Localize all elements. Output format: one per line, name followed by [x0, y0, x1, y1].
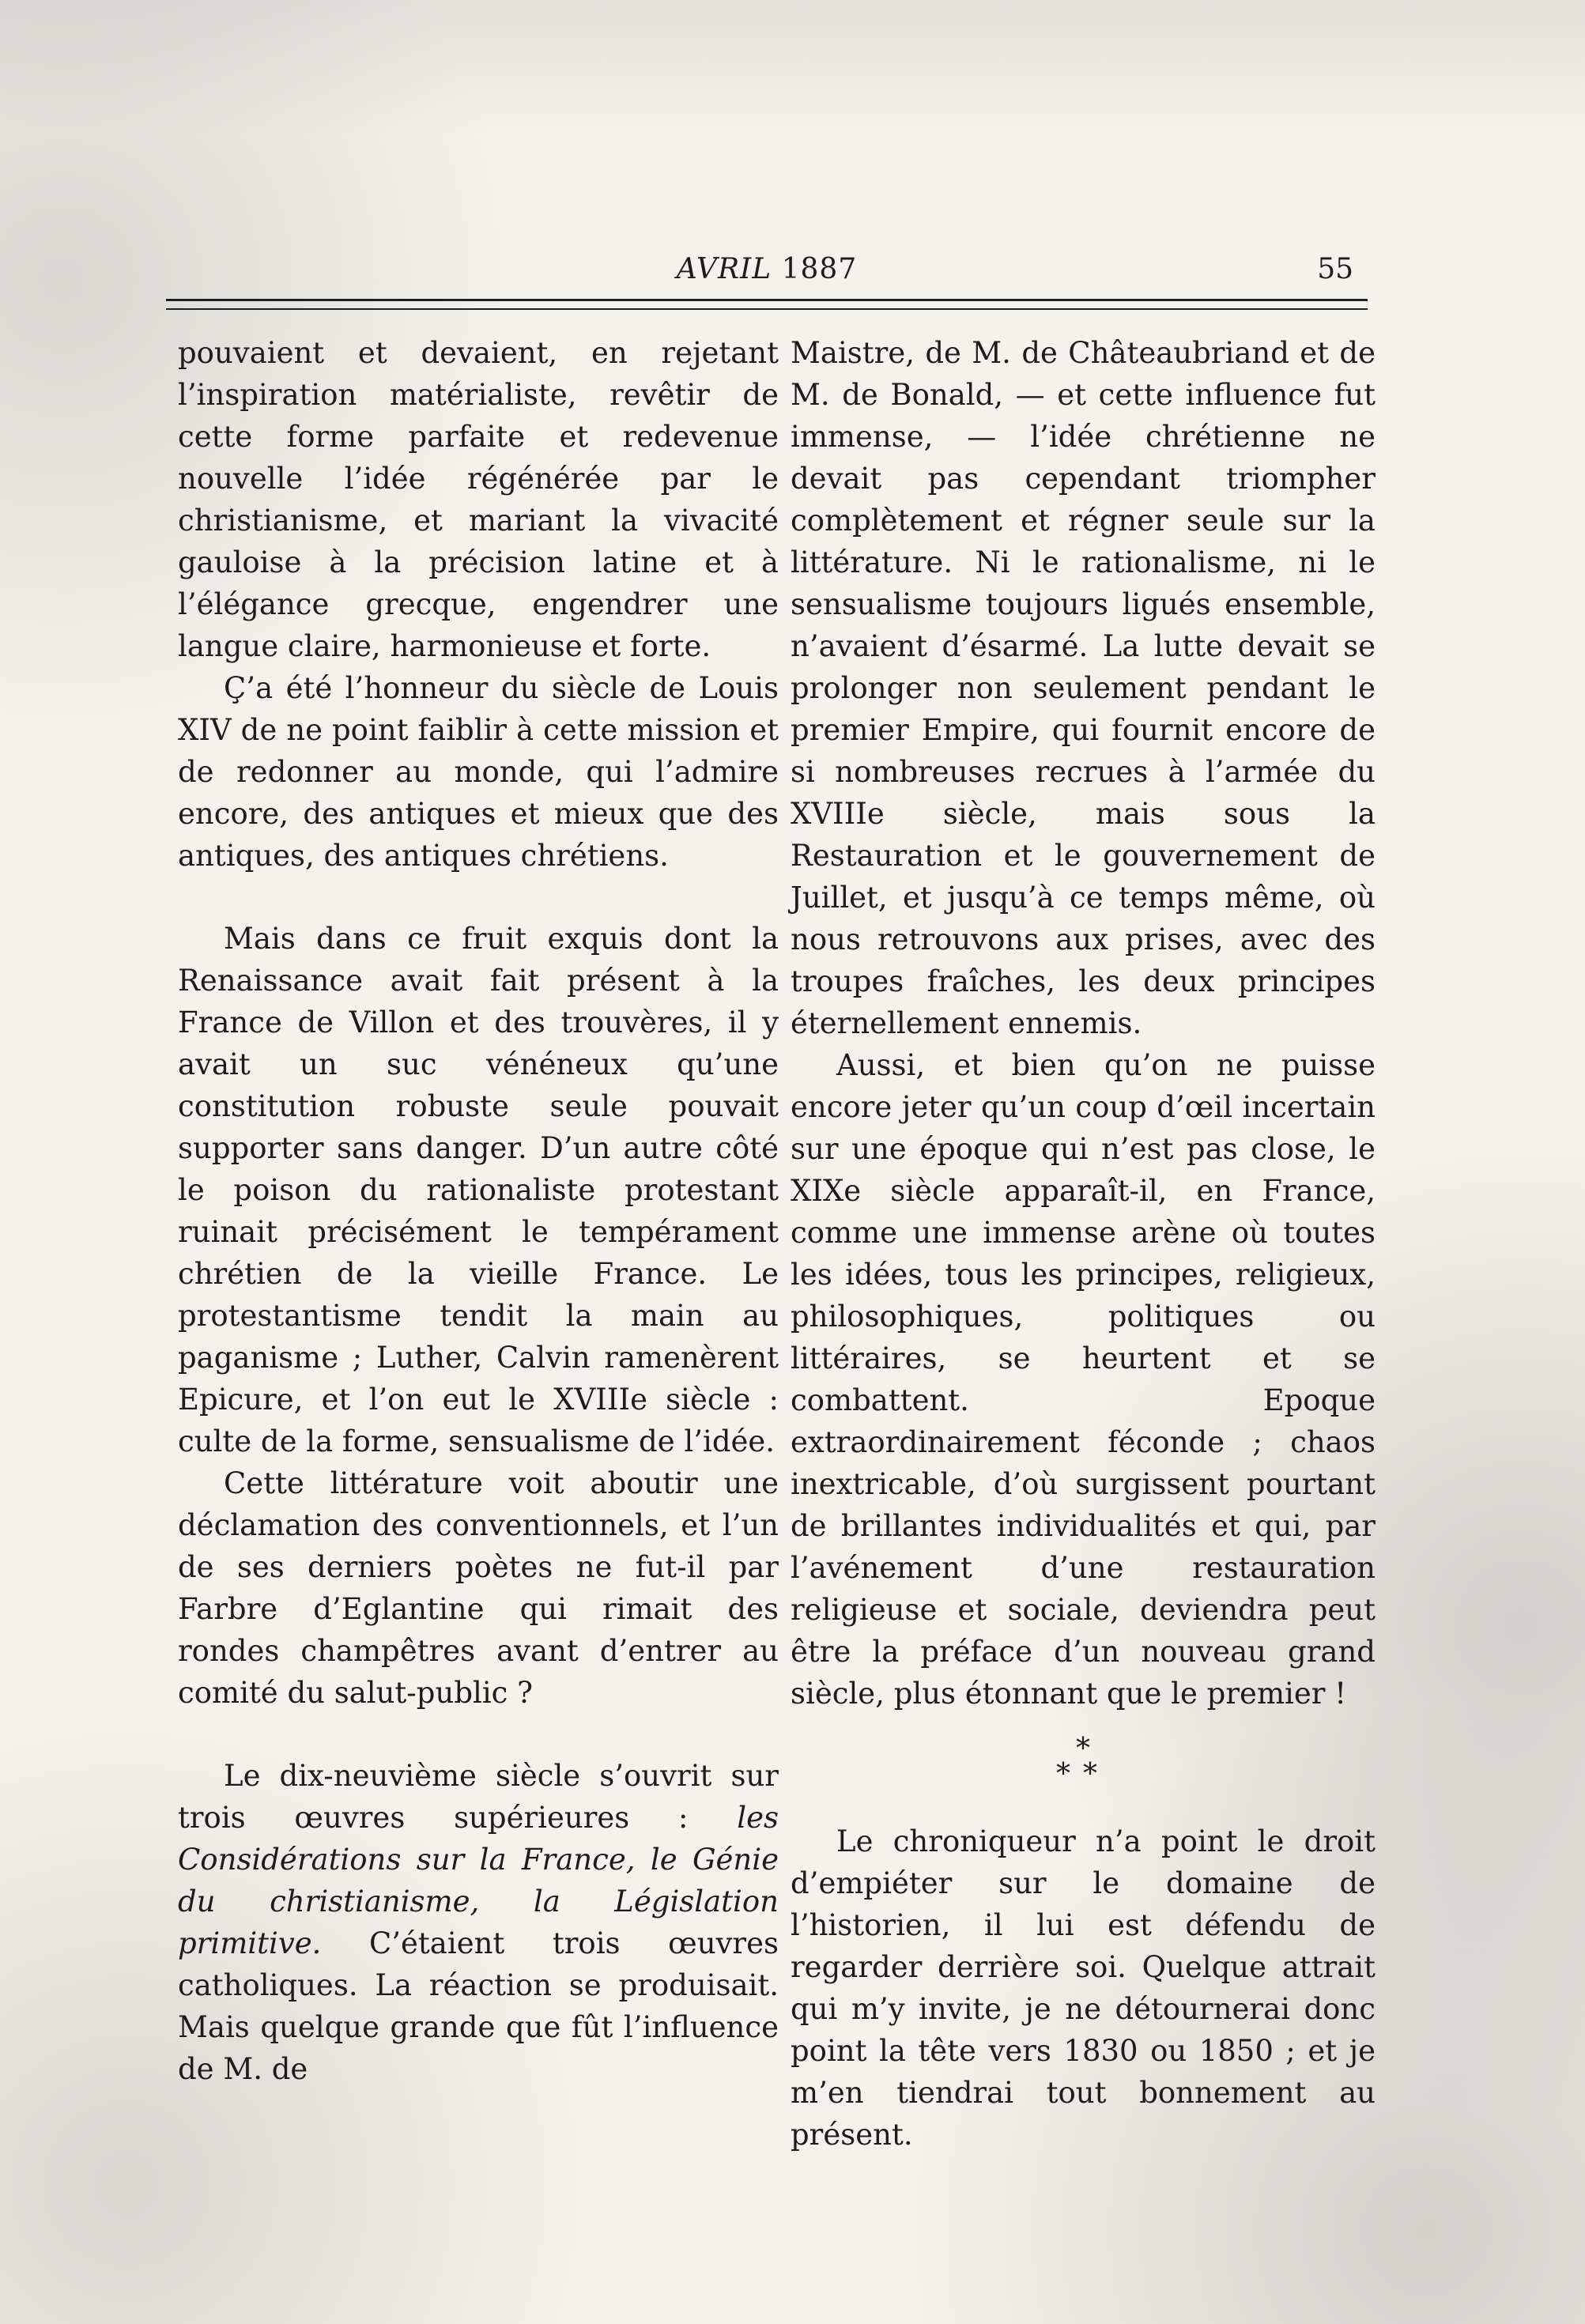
left-paragraph-5-start: Le dix-neuvième siècle s’ouvrit sur trois œuvres supérieures : [178, 1759, 779, 1835]
page-number: 55 [1317, 253, 1353, 285]
right-paragraph-3: Le chroniqueur n’a point le droit d’empiéter sur le domaine de l’historien, il lui est défendu de regarder derrière soi. Quelque attrait qui m’y invite, je ne détournerai donc point la tête vers 1830 ou 1850 ; et je m’en tiendrai tout bonnement au présent. [791, 1824, 1376, 2152]
left-paragraph-5-titles: les Considérations sur la France, le Génie du christianisme, la Législation primitive. [178, 1801, 779, 1960]
header-rule-bottom [166, 308, 1368, 310]
header-year: 1887 [781, 253, 858, 285]
right-column [791, 332, 1376, 2156]
running-title [166, 253, 1368, 285]
left-paragraph-5-end: C’étaient trois œuvres catholiques. La réaction se produisait. Mais quelque grande que fût l’influence de M. de [178, 1926, 779, 2086]
left-paragraph-2: Ç’a été l’honneur du siècle de Louis XIV de ne point faiblir à cette mission et de redonner au monde, qui l’admire encore, des antiques et mieux que des antiques, des antiques chrétiens. [178, 671, 779, 873]
left-paragraph-1: pouvaient et devaient, en rejetant l’inspiration matérialiste, revêtir de cette forme parfaite et redevenue nouvelle l’idée régénérée par le christianisme, et mariant la vivacité gauloise à la précision latine et à l’élégance grecque, engendrer une langue claire, harmonieuse et forte. [178, 336, 779, 663]
left-paragraph-3: Mais dans ce fruit exquis dont la Renaissance avait fait présent à la France de Villon et des trouvères, il y avait un suc vénéneux qu’une constitution robuste seule pouvait supporter sans danger. D’un autre côté le poison du rationaliste protestant ruinait précisément le tempérament chrétien de la vieille France. Le protestantisme tendit la main au paganisme ; Luther, Calvin ramenèrent Epicure, et l’on eut le XVIIIe siècle : culte de la forme, sensualisme de l’idée. [178, 922, 779, 1458]
page-header [166, 245, 1368, 300]
left-column [178, 332, 779, 2090]
header-month: AVRIL [676, 253, 772, 285]
header-rule-top [166, 299, 1368, 301]
asterism-bottom-stars: ** [1056, 1758, 1110, 1790]
section-asterism [791, 1735, 1376, 1798]
right-paragraph-2: Aussi, et bien qu’on ne puisse encore jeter qu’un coup d’œil incertain sur une époque qui n’est pas close, le XIXe siècle apparaît-il, en France, comme une immense arène où toutes les idées, tous les principes, religieux, philosophiques, politiques ou littéraires, se heurtent et se combattent. Epoque extraordinairement féconde ; chaos inextricable, d’où surgissent pourtant de brillantes individualités et qui, par l’avénement d’une restauration religieuse et sociale, deviendra peut être la préface d’un nouveau grand siècle, plus étonnant que le premier ! [791, 1048, 1376, 1711]
left-paragraph-5 [178, 1755, 779, 2090]
asterism-top-star: * [1076, 1733, 1090, 1765]
right-paragraph-1: Maistre, de M. de Châteaubriand et de M. de Bonald, — et cette influence fut immense, — l’idée chrétienne ne devait pas cependant triompher complètement et régner seule sur la littérature. Ni le rationalisme, ni le sensualisme toujours ligués ensemble, n’avaient d’ésarmé. La lutte devait se prolonger non seulement pendant le premier Empire, qui fournit encore de si nombreuses recrues à l’armée du XVIIIe siècle, mais sous la Restauration et le gouvernement de Juillet, et jusqu’à ce temps même, où nous retrouvons aux prises, avec des troupes fraîches, les deux principes éternellement ennemis. [791, 336, 1376, 1040]
left-paragraph-4: Cette littérature voit aboutir une déclamation des conventionnels, et l’un de ses derniers poètes ne fut-il par Farbre d’Eglantine qui rimait des rondes champêtres avant d’entrer au comité du salut-public ? [178, 1466, 779, 1710]
